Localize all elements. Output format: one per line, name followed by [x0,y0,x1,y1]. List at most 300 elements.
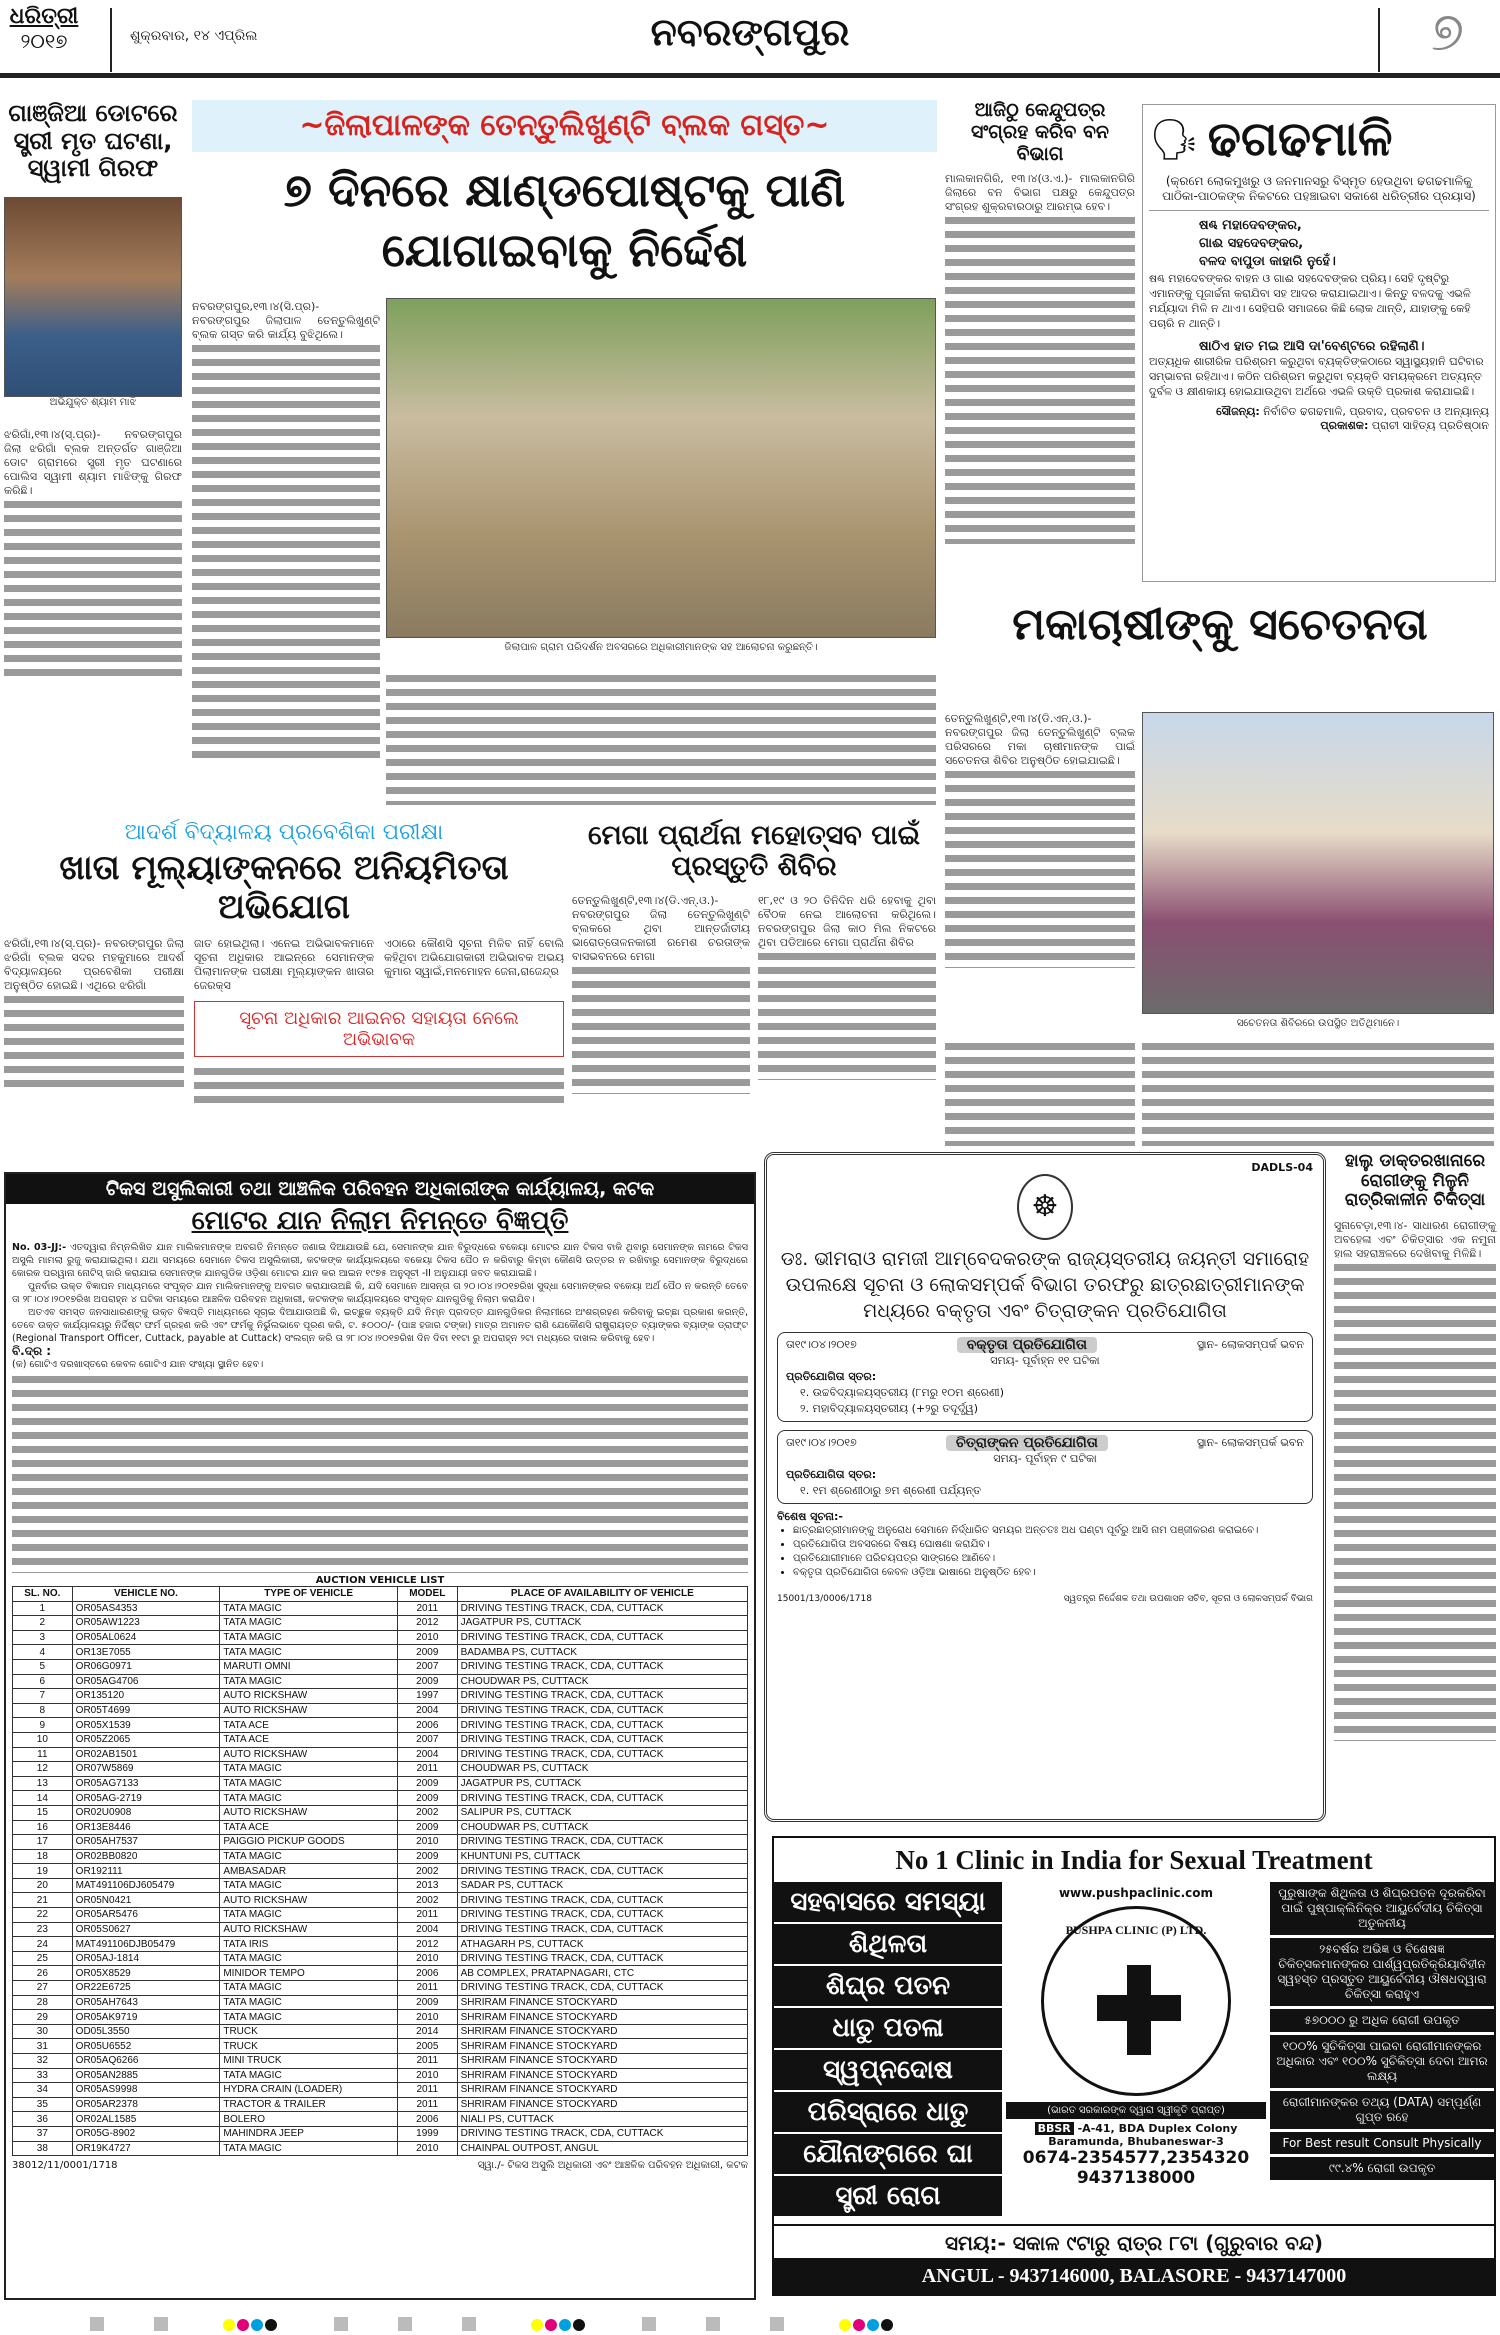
maka-body-col [945,1040,1135,1146]
condition-item: ପରିସ୍ରାରେ ଧାତୁ [774,2092,1002,2132]
table-cell: DRIVING TESTING TRACK, CDA, CUTTACK [457,1835,747,1850]
table-cell: DRIVING TESTING TRACK, CDA, CUTTACK [457,1718,747,1733]
table-cell: TATA MAGIC [220,1849,398,1864]
ad-title: ଡଃ. ଭୀମରାଓ ରାମଜୀ ଆମ୍ବେଦକରଙ୍କ ରାଜ୍ୟସ୍ତରୀୟ ଜୟନ୍ତୀ ସମାରୋହ ଉପଲକ୍ଷେ ସୂଚନା ଓ ଲୋକସମ୍ପର୍କ ବିଭାଗ ତରଫରୁ ଛାତ୍ରଛାତ୍ରୀମାନଙ୍କ ମଧ୍ୟରେ ବକ୍ତୃତା ଏବଂ ଚିତ୍ରାଙ୍କନ ପ୍ରତିଯୋଗିତା [780,1248,1310,1322]
table-cell: 2009 [397,1645,457,1660]
table-cell: 33 [13,2068,73,2083]
table-cell: SHRIRAM FINANCE STOCKYARD [457,2054,747,2069]
table-row [13,2112,748,2127]
table-cell: 2012 [397,1937,457,1952]
table-cell: 9 [13,1718,73,1733]
ad-code: 38012/11/0001/1718 [12,2160,118,2172]
table-cell: 2011 [397,2083,457,2098]
table-cell: TATA MAGIC [220,2141,398,2156]
table-cell: TATA ACE [220,1820,398,1835]
column-header: PLACE OF AVAILABILITY OF VEHICLE [457,1587,747,1602]
benefit-item: ୫୭୦୦୦ ରୁ ଅଧିକ ରୋଗୀ ଉପକୃତ [1270,2009,1494,2032]
table-cell: OR192111 [72,1864,220,1879]
verse-line: ବଳଦ ବାପୁଡା କାହାରି ନୁହେଁ। [1199,254,1336,269]
collector-visit-photo [386,298,936,638]
maka-headline: ମକାଚାଷୀଙ୍କୁ ସଚେତନତା [1012,599,1428,650]
logo-text: PUSHPA CLINIC (P) LTD. [1065,1923,1207,1937]
table-cell: 35 [13,2097,73,2112]
table-row [13,1820,748,1835]
table-cell: 2004 [397,1922,457,1937]
table-cell: OR05Z2065 [72,1732,220,1747]
paragraph: ଏତଦ୍ୱାରା ନିମ୍ନଲିଖିତ ଯାନ ମାଲିକମାନଙ୍କ ଅବଗତି ନିମନ୍ତେ ଜଣାଇ ଦିଆଯାଉଛି ଯେ, ସେମାନଙ୍କ ଯାନ ବିରୁଦ୍ଧରେ ବକେୟା ମୋଟର ଯାନ ଟିକସ ବାକି ଥିବାରୁ ସେମାନଙ୍କ ନାମରେ ଟିକସ ଅସୁଲି ମାମଲା ରୁଜୁ କରାଯାଇଥିଲା। ଯଥା ସମୟରେ ସେମାନେ ଟିକସ ଅସୁଲିକାରୀ, କଟକଙ୍କ କାର୍ଯ୍ୟାଳୟରେ ବକେୟା ଟିକସ ପୈଠ ନ କରିବାରୁ କିମ୍ବା କୌଣସି ଉତ୍ତର ନ ରଖିବାରୁ ସେମାନଙ୍କ ବିରୁଦ୍ଧରେ କୋରକ ପରୱାନା ନୋଟିସ୍ ଜାରି କରାଯାଇ ସେମାନଙ୍କ ଯାନଗୁଡିକ ଓଡ଼ିଶା ମୋଟର ଯାନ କର ଆଇନ ୧୯୭୫ ଅନୁସୂଚୀ -II ଅନୁଯାୟୀ ଜବତ କରାଯାଇଛି। [12,1242,748,1279]
table-cell: 25 [13,1951,73,1966]
table-cell: OR05AG4706 [72,1674,220,1689]
table-cell: TRUCK [220,2039,398,2054]
table-cell: TATA MAGIC [220,1616,398,1631]
table-cell: AUTO RICKSHAW [220,1805,398,1820]
ad-ref: 15001/13/0006/1718 [777,1594,872,1604]
paragraph: ଅତଏବ ସମସ୍ତ ଜନସାଧାରଣଙ୍କୁ ଉକ୍ତ ବିଜ୍ଞପ୍ତି ମାଧ୍ୟମରେ ସୂଚାଇ ଦିଆଯାଉଅଛି କି, ଇଚ୍ଛୁକ ବ୍ୟକ୍ତି ଯଦି ନିମ୍ନ ପ୍ରଦତ୍ତ ଯାନଗୁଡିକର ନିଲାମୀରେ ଅଂଶଗ୍ରହଣ କରିବାକୁ ଇଚ୍ଛା ପ୍ରକାଶ କରନ୍ତି, ତେବେ ଉକ୍ତ କାର୍ଯ୍ୟାଳୟରୁ ନିର୍ଦ୍ଦିଷ୍ଟ ଫର୍ମ ଗ୍ରହଣ କରି ଏବଂ ଫର୍ମକୁ ନିର୍ଭୁଲଭାବେ ପୂରଣ କରି, ଟ. ୫୦୦୦/- (ପାଞ୍ଚ ହଜାର ଟଙ୍କା) ମାତ୍ର ଅମାନତ ରାଶି ଯେକୌଣସି ରାଷ୍ଟ୍ରାୟତ୍ତ ବ୍ୟାଙ୍କର ବ୍ୟାଙ୍କ ଡ୍ରାଫ୍ଟ (Regional Transport Officer, Cuttack, payable at Cuttack) ସଂଲଗ୍ନ କରି ତା ୨୮।୦୪।୨୦୧୭ରିଖ ଦିନ ଦିବା ୧୧ଟା ରୁ ଅପରାହ୍ନ ୨ଟା ମଧ୍ୟରେ ଦାଖଲ କରିବାକୁ ହେବ। [12,1307,748,1344]
table-cell: 2011 [397,2097,457,2112]
table-row [13,1703,748,1718]
note-item: • ବକ୍ତୃତା ପ୍ରତିଯୋଗିତା କେବଳ ଓଡ଼ିଆ ଭାଷାରେ ଅନୁଷ୍ଠିତ ହେବ। [793,1566,1313,1580]
table-row [13,1689,748,1704]
table-cell: 2010 [397,2141,457,2156]
table-cell: OR05X1539 [72,1718,220,1733]
table-row [13,2024,748,2039]
table-cell: 2007 [397,1659,457,1674]
adarsha-story [4,820,564,1107]
benefit-item: ୯୯.୪% ରୋଗୀ ଉପକୃତ [1270,2157,1494,2180]
table-cell: DRIVING TESTING TRACK, CDA, CUTTACK [457,1791,747,1806]
table-cell: JAGATPUR PS, CUTTACK [457,1616,747,1631]
table-cell: DRIVING TESTING TRACK, CDA, CUTTACK [457,1630,747,1645]
table-cell: AUTO RICKSHAW [220,1893,398,1908]
photo-caption: ଅଭିଯୁକ୍ତ ଶ୍ୟାମ ମାଝି [49,396,137,408]
headline: ହାଲୁ ଡାକ୍ତରଖାନାରେ ରୋଗୀଙ୍କୁ ମିଳୁନି ରାତ୍ରିକାଳୀନ ଚିକିତ୍ସା [1344,1151,1486,1211]
table-row [13,1849,748,1864]
label: ପ୍ରକାଶକ: [1320,419,1369,432]
table-cell: OR05AG-2719 [72,1791,220,1806]
table-cell: TATA MAGIC [220,2010,398,2025]
table-cell: 5 [13,1659,73,1674]
table-cell: OD05L3550 [72,2024,220,2039]
table-cell: 31 [13,2039,73,2054]
table-cell: TRACTOR & TRAILER [220,2097,398,2112]
table-cell: TATA MAGIC [220,1776,398,1791]
condition-list [774,1882,1002,2224]
table-cell: 30 [13,2024,73,2039]
vehicle-table [12,1586,748,2156]
table-cell: 37 [13,2126,73,2141]
govt-ad [764,1152,1326,1822]
table-row [13,1659,748,1674]
table-cell: 2010 [397,1835,457,1850]
table-cell: 2011 [397,1908,457,1923]
table-cell: SHRIRAM FINANCE STOCKYARD [457,2083,747,2098]
table-row [13,1776,748,1791]
table-cell: TATA MAGIC [220,1601,398,1616]
competition-header [786,1337,1304,1353]
table-cell: DRIVING TESTING TRACK, CDA, CUTTACK [457,1951,747,1966]
table-cell: MARUTI OMNI [220,1659,398,1674]
table-cell: BADAMBA PS, CUTTACK [457,1645,747,1660]
table-cell: DRIVING TESTING TRACK, CDA, CUTTACK [457,1747,747,1762]
table-cell: OR05AW1223 [72,1616,220,1631]
table-cell: CHOUDWAR PS, CUTTACK [457,1762,747,1777]
table-cell: OR05AK9719 [72,2010,220,2025]
table-cell: DRIVING TESTING TRACK, CDA, CUTTACK [457,1981,747,1996]
table-cell: 2 [13,1616,73,1631]
table-cell: 2010 [397,1630,457,1645]
clinic-logo [1041,1906,1231,2096]
proverb-box [1142,104,1496,582]
table-cell: DRIVING TESTING TRACK, CDA, CUTTACK [457,1922,747,1937]
story-body: ତେନ୍ତୁଲିଖୁଣ୍ଟି,୧୩।୪(ଡି.ଏନ୍.ଓ.)- ନବରଙ୍ଗପୁର ଜିଲା ତେନ୍ତୁଲିଖୁଣ୍ଟି ବ୍ଲକ ପରିସରରେ ମକା ଚାଷୀମାନଙ୍କ ପାଇଁ ସଚେତନତା ଶିବିର ଅନୁଷ୍ଠିତ ହୋଇଯାଇଛି। [945,712,1135,767]
table-row [13,1732,748,1747]
masthead [0,0,1500,78]
edition-title: ନବରଙ୍ଗପୁର [650,10,850,54]
headline: ଗାଞ୍ଜିଆ ଡୋଟରେ ସ୍ତ୍ରୀ ମୃତ ଘଟଣା, ସ୍ୱାମୀ ଗିରଫ [8,99,178,183]
condition-item: ଧାତୁ ପତଳା [774,2008,1002,2048]
competition-venue: ସ୍ଥାନ- ଲୋକସମ୍ପର୍କ ଭବନ [1197,1436,1304,1449]
table-cell: 10 [13,1732,73,1747]
divider [1378,8,1380,72]
story-body: ମାଲକାନଗିରି, ୧୩।୪(ଓ.ଏ.)- ମାଲକାନଗିରି ଜିଲାରେ ବନ ବିଭାଗ ପକ୍ଷରୁ କେନ୍ଦୁପତ୍ର ସଂଗ୍ରହ ଶୁକ୍ରବାରଠାରୁ ଆରମ୍ଭ ହେବ। [945,171,1135,213]
competition-header [786,1435,1304,1451]
kicker: ~ଜିଲାପାଳଙ୍କ ତେନ୍ତୁଲିଖୁଣ୍ଟି ବ୍ଲକ ଗସ୍ତ~ [192,100,937,152]
headline: ଆଜିଠୁ କେନ୍ଦୁପତ୍ର ସଂଗ୍ରହ କରିବ ବନ ବିଭାଗ [970,99,1110,165]
headline: ଖାତା ମୂଲ୍ୟାଙ୍କନରେ ଅନିୟମିତତା ଅଭିଯୋଗ [59,848,509,928]
verse-line: ଗାଈ ସହଦେବଙ୍କର, [1199,236,1304,251]
table-cell: 15 [13,1805,73,1820]
mega-story [572,820,936,1094]
table-cell: 1999 [397,2126,457,2141]
table-cell: 34 [13,2083,73,2098]
table-cell: DRIVING TESTING TRACK, CDA, CUTTACK [457,1703,747,1718]
table-cell: SADAR PS, CUTTACK [457,1878,747,1893]
column-header: MODEL [397,1587,457,1602]
table-cell: 1997 [397,1689,457,1704]
table-cell: 2010 [397,2010,457,2025]
table-cell: MAT491106DJB05479 [72,1937,220,1952]
list-title: AUCTION VEHICLE LIST [315,1575,445,1586]
table-cell: TATA ACE [220,1718,398,1733]
table-cell: KHUNTUNI PS, CUTTACK [457,1849,747,1864]
table-cell: AUTO RICKSHAW [220,1922,398,1937]
table-cell: OR135120 [72,1689,220,1704]
notice-title: ମୋଟର ଯାନ ନିଲାମ ନିମନ୍ତେ ବିଜ୍ଞପ୍ତି [191,1206,569,1236]
verse-line: ଷଣ୍ଢ ମହାଦେବଙ୍କର, [1199,218,1302,233]
competition-date: ତା୧୯।୦୪।୨୦୧୭ [786,1436,857,1449]
auction-notice [4,1172,756,2300]
table-cell: 2006 [397,1966,457,1981]
story-body: ୧୮,୧୯ ଓ ୨୦ ତିନିଦିନ ଧରି ହେବାକୁ ଥିବା ବୈଠକ ନେଇ ଆଲୋଚନା କରିଥିଲେ। ନବରଙ୍ଗପୁର ଜିଲା କାଠ ମିଲ ନିକଟରେ ଥିବା ପଡିଆରେ ମେଗା ପ୍ରାର୍ଥନା ଶିବିର [758,894,936,950]
table-cell: 8 [13,1703,73,1718]
table-cell: 2010 [397,2068,457,2083]
table-cell: TATA MAGIC [220,1995,398,2010]
website-link[interactable]: www.pushpaclinic.com [1058,1886,1214,1900]
note-item: • ପ୍ରତିଯୋଗୀମାନେ ପରିଚୟପତ୍ର ସାଙ୍ଗରେ ଆଣିବେ। [793,1552,1313,1566]
table-cell: OR02AB1501 [72,1747,220,1762]
divider [110,8,112,72]
paragraph: ପୁନର୍ବାର ଉକ୍ତ ବିଜ୍ଞାପନ ମାଧ୍ୟମରେ ସଂପୃକ୍ତ ଯାନ ମାଲିକମାନଙ୍କୁ ଅବଗତ କରାଯାଉଅଛି କି, ଯଦି ସେମାନେ ଆସନ୍ତା ତା ୨୦।୦୪।୨୦୧୭ରିଖ ସୁଦ୍ଧା ସେମାନଙ୍କର ବକେୟା ଅର୍ଥ ପୈଠ ନ କରନ୍ତି ତେବେ ତା ୨୮।୦୪।୨୦୧୭ରିଖ ଅପରାହ୍ନ ୪ ଘଟିକା ସମୟରେ ଆଞ୍ଚଳିକ ପରିବହନ ଅଧିକାରୀ, କଟକଙ୍କ କାର୍ଯ୍ୟାଳୟରେ ସଂପୃକ୍ତ ଯାନଗୁଡିକୁ ନିଲାମ କରାଯିବ। [12,1281,748,1305]
table-cell: DRIVING TESTING TRACK, CDA, CUTTACK [457,1732,747,1747]
accused-photo [4,197,182,397]
office-title: ଟିକସ ଅସୁଲିକାରୀ ତଥା ଆଞ୍ଚଳିକ ପରିବହନ ଅଧିକାରୀଙ୍କ କାର୍ଯ୍ୟାଳୟ, କଟକ [6,1174,754,1204]
signature: ସ୍ୱା./- ଟିକସ ଅସୁଲି ଅଧିକାରୀ ଏବଂ ଆଞ୍ଚଳିକ ପରିବହନ ଅଧିକାରୀ, କଟକ [477,2160,748,2172]
cross-icon [1101,1965,1177,2055]
table-cell: MAHINDRA JEEP [220,2126,398,2141]
table-cell: 2009 [397,1674,457,1689]
table-cell: 2011 [397,2054,457,2069]
story-body: ତେନ୍ତୁଲିଖୁଣ୍ଟି,୧୩।୪(ଡି.ଏନ୍.ଓ.)- ନବରଙ୍ଗପୁର ଜିଲା ତେନ୍ତୁଲିଖୁଣ୍ଟି ବ୍ଲକରେ ଥିବା ଆନ୍ତର୍ଜାତୀୟ ଭାରୋତ୍ତୋଳନକାରୀ ରମେଶ ଚରତାଙ୍କ ବାସଭବନରେ ମେଗା [572,894,750,964]
story-body: ଏଠାରେ କୌଣସି ସୂଚନା ମିଳିବ ନାହିଁ ବୋଲି କହିଥିବା ଅଭିଯୋଗକାରୀ ଅଭିଭାବକ ଅଭୟ କୁମାର ସ୍ୱାଇଁ,ମନମୋହନ ଜେନା,ରାଜେନ୍ଦ୍ର [384,937,564,979]
table-cell: TATA MAGIC [220,1791,398,1806]
table-cell: DRIVING TESTING TRACK, CDA, CUTTACK [457,1908,747,1923]
courtesy: ନିର୍ବାଚିତ ଢଗଢମାଳି, ପ୍ରବାଦ, ପ୍ରବଚନ ଓ ଅନ୍ୟାନ୍ୟ [1263,405,1489,418]
table-cell: JAGATPUR PS, CUTTACK [457,1776,747,1791]
table-cell: OR05S0627 [72,1922,220,1937]
table-cell: 2009 [397,1776,457,1791]
benefit-item: ୨୫ବର୍ଷର ଅଭିଜ୍ଞ ଓ ବିଶେଷଜ୍ଞ ଚିକିତ୍ସକମାନଙ୍କର ପାର୍ଶ୍ୱପ୍ରତିକ୍ରିୟାବିହୀନ ସ୍ୱହସ୍ତ ପ୍ରସ୍ତୁତ ଆୟୁର୍ବେଦୀୟ ଔଷଧଦ୍ୱାରା ଚିକିତ୍ସା କରାହୁଏ [1270,1938,1494,2006]
table-row [13,1835,748,1850]
branch-contacts: ANGUL - 9437146000, BALASORE - 9437147000 [774,2258,1494,2294]
table-cell: 19 [13,1864,73,1879]
story-body: ଜାତ ହୋଇଥିଲା। ଏନେଇ ଅଭିଭାବକମାନେ ସୂଚନା ଅଧିକାର ଆଇନ୍‌ରେ ସେମାନଙ୍କ ପିଲାମାନଙ୍କ ପରୀକ୍ଷା ମୂଲ୍ୟାଙ୍କନ ଖାତାର ଜେରକ୍ସ [194,937,374,993]
table-cell: 28 [13,1995,73,2010]
table-cell: 20 [13,1878,73,1893]
table-cell: 2010 [397,1951,457,1966]
logo-text: ଧରିତ୍ରୀ [9,4,79,29]
table-row [13,1805,748,1820]
table-cell: SHRIRAM FINANCE STOCKYARD [457,2068,747,2083]
table-cell: 13 [13,1776,73,1791]
table-cell: 2009 [397,1820,457,1835]
table-cell: OR05T4699 [72,1703,220,1718]
table-row [13,2097,748,2112]
competition-name: ବକ୍ତୃତା ପ୍ରତିଯୋଗିତା [957,1337,1097,1353]
table-cell: 2011 [397,1981,457,1996]
table-cell: OR02AL1585 [72,2112,220,2127]
competition-time: ସମୟ- ପୂର୍ବାହ୍ନ ୧୧ ଘଟିକା [990,1354,1100,1367]
table-cell: TATA MAGIC [220,1878,398,1893]
table-cell: OR07W5869 [72,1762,220,1777]
table-row [13,1878,748,1893]
recognition: (ଭାରତ ସରକାରଙ୍କ ଦ୍ୱାରା ସ୍ୱୀକୃତି ପ୍ରାପ୍ତ) [1006,2102,1266,2119]
table-cell: TATA MAGIC [220,1762,398,1777]
table-cell: 22 [13,1908,73,1923]
column-header: TYPE OF VEHICLE [220,1587,398,1602]
story-body: ଝରିଗାଁ,୧୩।୪(ସ୍.ପ୍ର)- ନବରଙ୍ଗପୁର ଜିଲା ଝରିଗାଁ ବ୍ଲକ ସଦର ମହକୁମାରେ ଆଦର୍ଶ ବିଦ୍ୟାଳୟରେ ପ୍ରବେଶିକା ପରୀକ୍ଷା ଅନୁଷ୍ଠିତ ହୋଇଛି। ଏଥିରେ ଝରିଗାଁ [4,937,184,993]
table-cell: OR05AN2885 [72,2068,220,2083]
table-cell: TATA MAGIC [220,1908,398,1923]
odisha-emblem-icon: ☸ [1017,1174,1073,1240]
table-row [13,1762,748,1777]
table-cell: OR05AH7537 [72,1835,220,1850]
benefit-list [1270,1882,1494,2224]
table-cell: 4 [13,1645,73,1660]
lead-body-cols [386,672,936,805]
table-cell: TATA IRIS [220,1937,398,1952]
table-cell: 17 [13,1835,73,1850]
ad-code: DADLS-04 [1251,1161,1313,1174]
table-cell: OR05AQ6266 [72,2054,220,2069]
table-cell: AB COMPLEX, PRATAPNAGARI, CTC [457,1966,747,1981]
table-cell: 29 [13,2010,73,2025]
table-cell: 38 [13,2141,73,2156]
table-row [13,1893,748,1908]
table-cell: 2009 [397,1849,457,1864]
mobile-number: 9437138000 [1076,2168,1196,2188]
table-row [13,1995,748,2010]
hospital-story [1334,1152,1496,1741]
competition-box [777,1430,1313,1504]
story-body: ଝରିଗାଁ,୧୩।୪(ସ୍.ପ୍ର)- ନବରଙ୍ଗପୁର ଜିଲା ଝରିଗାଁ ବ୍ଲକ ଅନ୍ତର୍ଗତ ଗାଞ୍ଜିଆ ଡୋଟ ଗ୍ରାମରେ ସ୍ତ୍ରୀ ମୃତ ଘଟଣାରେ ପୋଲିସ ସ୍ୱାମୀ ଶ୍ୟାମ ମାଝିଙ୍କୁ ଗିରଫ କରିଛି। [4,427,182,497]
table-cell: AMBASADAR [220,1864,398,1879]
table-cell: 1 [13,1601,73,1616]
table-cell: 2006 [397,2112,457,2127]
table-cell: 2011 [397,1601,457,1616]
table-cell: 12 [13,1762,73,1777]
table-row [13,2126,748,2141]
table-cell: 2006 [397,1718,457,1733]
table-row [13,1981,748,1996]
table-cell: OR05AJ-1814 [72,1951,220,1966]
table-cell: 2012 [397,1616,457,1631]
note-item: • ପ୍ରତିଯୋଗିତା ଅବସରରେ ବିଷୟ ଘୋଷଣା କରାଯିବ। [793,1538,1313,1552]
table-cell: 21 [13,1893,73,1908]
left-story [4,100,182,678]
table-cell: TATA MAGIC [220,2068,398,2083]
level-item: ୧. ୧ମ ଶ୍ରେଣୀଠାରୁ ୭ମ ଶ୍ରେଣୀ ପର୍ଯ୍ୟନ୍ତ [800,1484,981,1497]
table-cell: DRIVING TESTING TRACK, CDA, CUTTACK [457,1659,747,1674]
story-body: ସୁନାବେଡ଼ା,୧୩।୪- ସାଧାରଣ ରୋଗୀଙ୍କୁ ଅବହେଳା ଏବଂ ଚିକିତ୍ସାର ଏକ ନମୁନା ହାଲ ସହରାଞ୍ଚଳରେ ଦେଖିବାକୁ ମିଳିଛି। [1334,1218,1496,1260]
table-cell: 2013 [397,1878,457,1893]
table-row [13,2083,748,2098]
table-row [13,1951,748,1966]
table-row [13,1908,748,1923]
competition-time: ସମୟ- ପୂର୍ବାହ୍ନ ୯ ଘଟିକା [993,1452,1097,1465]
page-number: ୭ [1430,0,1465,63]
level-item: ୨. ମହାବିଦ୍ୟାଳୟସ୍ତରୀୟ (+୨ରୁ ତଦୂର୍ଦ୍ଧ୍ୱ) [800,1402,979,1415]
table-row [13,2141,748,2156]
table-row [13,1718,748,1733]
table-cell: MAT491106DJ605479 [72,1878,220,1893]
table-cell: OR22E6725 [72,1981,220,1996]
table-cell: DRIVING TESTING TRACK, CDA, CUTTACK [457,2126,747,2141]
table-cell: MINI TRUCK [220,2054,398,2069]
table-cell: DRIVING TESTING TRACK, CDA, CUTTACK [457,1893,747,1908]
phone-numbers: 0674-2354577,2354320 [1022,2148,1250,2168]
table-cell: 2007 [397,1732,457,1747]
table-cell: 11 [13,1747,73,1762]
ref-no: No. 03-JJ:- [12,1242,67,1253]
table-row [13,1601,748,1616]
table-cell: OR05AS4353 [72,1601,220,1616]
table-cell: DRIVING TESTING TRACK, CDA, CUTTACK [457,1601,747,1616]
story-body: ନବରଙ୍ଗପୁର,୧୩।୪(ସି.ପ୍ର)- ନବରଙ୍ଗପୁର ଜିଲାପାଳ ତେନ୍ତୁଲିଖୁଣ୍ଟି ବ୍ଲକ ଗସ୍ତ କରି କାର୍ଯ୍ୟ ବୁଝିଥିଲେ। [192,300,380,341]
table-cell: 18 [13,1849,73,1864]
table-cell: NIALI PS, CUTTACK [457,2112,747,2127]
table-cell: 2004 [397,1747,457,1762]
table-cell: TATA MAGIC [220,1981,398,1996]
explanation: ଷଣ୍ଢ ମହାଦେବଙ୍କର ବାହନ ଓ ଗାଈ ସହଦେବଙ୍କର ପ୍ରିୟ। ସେହି ଦୃଷ୍ଟିରୁ ଏମାନଙ୍କୁ ପୂଜାର୍ଚ୍ଚନା କରାଯିବା ସହ ଆଦର କରାଯାଇଥାଏ। କିନ୍ତୁ ବଳଦକୁ ଏଭଳି ମର୍ଯ୍ୟାଦା ମିଳି ନ ଥାଏ। ସେହିପରି ସମାଜରେ କିଛି ଲୋକ ଥାନ୍ତି, ଯାହାଙ୍କୁ କେହି ପଚାରି ନ ଥାନ୍ତି। [1149,272,1471,330]
table-cell: AUTO RICKSHAW [220,1703,398,1718]
table-cell: 2009 [397,1791,457,1806]
benefit-item: For Best result Consult Physically [1270,2132,1494,2154]
table-cell: SHRIRAM FINANCE STOCKYARD [457,2097,747,2112]
table-cell: 2002 [397,1893,457,1908]
table-cell: TATA MAGIC [220,1645,398,1660]
table-cell: OR05N0421 [72,1893,220,1908]
table-cell: MINIDOR TEMPO [220,1966,398,1981]
table-cell: SHRIRAM FINANCE STOCKYARD [457,1995,747,2010]
table-row [13,2010,748,2025]
lead-body-col1 [192,300,380,762]
maka-body [945,712,1135,968]
table-cell: BOLERO [220,2112,398,2127]
condition-item: ସହବାସରେ ସମସ୍ୟା [774,1882,1002,1922]
table-row [13,1674,748,1689]
table-cell: AUTO RICKSHAW [220,1689,398,1704]
column-header: VEHICLE NO. [72,1587,220,1602]
clinic-ad [772,1836,1496,2296]
table-cell: OR05AR5476 [72,1908,220,1923]
table-row [13,1616,748,1631]
kendu-story [945,100,1135,544]
table-cell: SHRIRAM FINANCE STOCKYARD [457,2024,747,2039]
photo-caption: ଜିଲାପାଳ ଗ୍ରାମ ପରିଦର୍ଶନ ଅବସରରେ ଅଧିକାରୀମାନଙ୍କ ସହ ଆଲୋଚନା କରୁଛନ୍ତି। [504,642,818,653]
table-cell: SHRIRAM FINANCE STOCKYARD [457,2039,747,2054]
benefit-item: ରୋଗୀମାନଙ୍କର ତଥ୍ୟ (DATA) ସମ୍ପୂର୍ଣ୍ଣ ଗୁପ୍ତ ରହେ [1270,2091,1494,2129]
table-cell: 24 [13,1937,73,1952]
table-row [13,1630,748,1645]
table-cell: DRIVING TESTING TRACK, CDA, CUTTACK [457,1689,747,1704]
condition-item: ଶିଥିଳତା [774,1924,1002,1964]
table-cell: TRUCK [220,2024,398,2039]
table-cell: OR02U0908 [72,1805,220,1820]
table-cell: OR13E7055 [72,1645,220,1660]
table-cell: HYDRA CRAIN (LOADER) [220,2083,398,2098]
benefit-item: ପୁରୁଷାଙ୍କ ଶିଥିଳତା ଓ ଶିଘ୍ରପତନ ଦୂରକରିବା ପାଇଁ ପୁଷ୍ପାକ୍ଲିନିକ୍‌ର ଆୟୁର୍ବେଦୀୟ ଚିକିତ୍ସା ଅତୁଳନୀୟ [1270,1882,1494,1935]
note-label: ବି.ଦ୍ର : [12,1344,52,1358]
table-cell: DRIVING TESTING TRACK, CDA, CUTTACK [457,1864,747,1879]
table-cell: 23 [13,1922,73,1937]
table-row [13,1922,748,1937]
kicker: ଆଦର୍ଶ ବିଦ୍ୟାଳୟ ପ୍ରବେଶିକା ପରୀକ୍ଷା [124,820,444,845]
table-row [13,2068,748,2083]
lead-story [192,100,937,290]
signature: ସ୍ୱତନ୍ତ୍ର ନିର୍ଦ୍ଦେଶକ ତଥା ଉପଶାସନ ସଚିବ, ସୂଚନା ଓ ଲୋକସମ୍ପର୍କ ବିଭାଗ [1063,1594,1313,1604]
table-cell: OR19K4727 [72,2141,220,2156]
table-row [13,2039,748,2054]
table-cell: TATA MAGIC [220,1951,398,1966]
maka-body-cols [1142,1040,1494,1146]
table-cell: 2002 [397,1805,457,1820]
cartoon-faces-icon: 🗣 [1149,117,1200,163]
column-header: SL. NO. [13,1587,73,1602]
condition-item: ସ୍ୱପ୍ନଦୋଷ [774,2050,1002,2090]
level-label: ପ୍ରତିଯୋଗିତା ସ୍ତର: [786,1468,877,1481]
table-row [13,1966,748,1981]
table-cell: 14 [13,1791,73,1806]
competition-box [777,1332,1313,1422]
publisher: ପ୍ରାଚୀ ସାହିତ୍ୟ ପ୍ରତିଷ୍ଠାନ [1371,419,1489,432]
table-cell: AUTO RICKSHAW [220,1747,398,1762]
table-cell: PAIGGIO PICKUP GOODS [220,1835,398,1850]
subtitle: (କ୍ରମେ ଲୋକମୁଖରୁ ଓ ଜନମାନସରୁ ବିସ୍ମୃତ ହେଉଥିବା ଢଗଢମାଳିକୁ ପାଠିକା-ପାଠକଙ୍କ ନିକଟରେ ପହଞ୍ଚାଇବା ସକାଶେ ଧରିତ୍ରୀର ପ୍ରୟାସ) [1149,174,1489,211]
verse-line: ଷାଠିଏ ହାତ ମଇ ଆସି ଦା'ବେଣ୍ଟରେ ରହିଲାଣି। [1199,339,1425,354]
table-cell: 2005 [397,2039,457,2054]
table-cell: OR06G0971 [72,1659,220,1674]
table-cell: CHAINPAL OUTPOST, ANGUL [457,2141,747,2156]
